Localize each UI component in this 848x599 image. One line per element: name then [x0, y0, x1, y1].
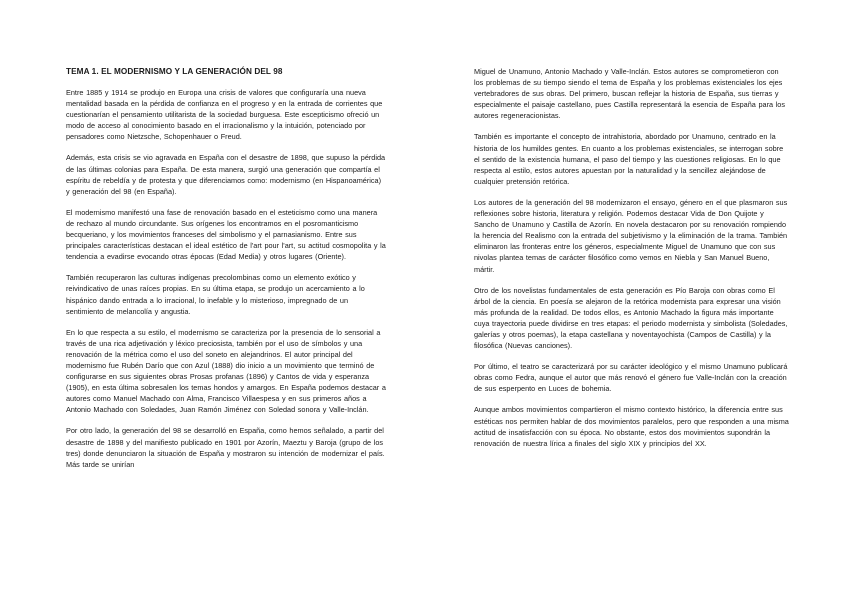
right-column — [474, 66, 789, 459]
paragraph: El modernismo manifestó una fase de renovación basado en el esteticismo como una manera de rechazo al mundo circundante. Sus orígenes los encontramos en el posromanticismo becqueriano, y los movimientos franceses del simbolismo y el parnasianismo. Entre sus principales características destacan el ideal estético de l'art pour l'art, su actitud cosmopolita y la tendencia a evadirse evocando otras épocas (Edad Media) y otros lugares (Oriente). — [66, 207, 386, 262]
paragraph: Por último, el teatro se caracterizará por su carácter ideológico y el mismo Unamuno publicará obras como Fedra, aunque el autor que más renovó el género fue Valle-Inclán con la creación de sus esperpento en Luces de bohemia. — [474, 362, 788, 394]
paragraph: En lo que respecta a su estilo, el modernismo se caracteriza por la presencia de lo sensorial a través de una rica adjetivación y léxico preciosista, también por el uso de símbolos y una renovación de la métrica como el uso del soneto en alejandrinos. El autor principal del modernismo fue Rubén Darío que con Azul (1888) dio inicio a un movimiento que terminó de configurarse en sus siguientes obras Prosas profanas (1896) y Cantos de vida y esperanza (1905), en esta última sobresalen los temas hondos y amargos. En España podemos destacar a autores como Manuel Machado con Alma, Francisco Villaespesa y en sus primeros años a Antonio Machado con Soledades, Juan Ramón Jiménez con Soledad sonora y Valle-Inclán. — [66, 327, 386, 415]
paragraph: Miguel de Unamuno, Antonio Machado y Valle-Inclán. Estos autores se comprometieron con los problemas de su tiempo siendo el tema de España y los problemas existenciales los ejes vertebradores de sus obras. Del primero, buscan reflejar la historia de España, sus tierras y especialmente el paisaje castellano, pues Castilla representará la esencia de España para los autores regeneracionistas. — [474, 67, 786, 121]
paragraph: Entre 1885 y 1914 se produjo en Europa una crisis de valores que configuraría una nueva mentalidad basada en la pérdida de confianza en el progreso y en la entrada de corrientes que cuestionarían el pensamiento utilitarista de la sociedad burguesa. Este escepticismo ofreció un modo de acceso al conocimiento basado en el irracionalismo y la intuición, potenciado por pensadores como Nietzsche, Schopenhauer o Freud. — [66, 88, 383, 142]
left-column — [66, 62, 386, 480]
paragraph: Los autores de la generación del 98 modernizaron el ensayo, género en el que plasmaron sus reflexiones sobre historia, literatura y religión. Podemos destacar Vida de Don Quijote y Sancho de Unamuno y Castilla de Azorín. En novela destacaron por su renovación rompiendo la herencia del Realismo con la entrada del subjetivismo y la eliminación de la trama. También eliminaron las fronteras entre los géneros, especialmente Miguel de Unamuno que con sus nivolas plantea temas de carácter filosófico como vemos en Niebla y San Manuel Bueno, mártir. — [474, 197, 788, 274]
paragraph: Aunque ambos movimientos compartieron el mismo contexto histórico, la diferencia entre sus estéticas nos permiten hablar de dos movimientos paralelos, pero que responden a una misma actitud de insatisfacción con su época. No obstante, estos dos movimientos supondrán la renovación de nuestra lírica a finales del siglo XIX y principios del XX. — [474, 405, 789, 448]
paragraph: Por otro lado, la generación del 98 se desarrolló en España, como hemos señalado, a partir del desastre de 1898 y del manifiesto publicado en 1901 por Azorín, Maeztu y Baroja (grupo de los tres) donde denunciaron la situación de España y mostraron su intención de modernizar el país. Más tarde se unirían — [66, 426, 385, 469]
paragraph: También es importante el concepto de intrahistoria, abordado por Unamuno, centrado en la historia de los humildes gentes. En cuanto a los problemas existenciales, se interrogan sobre el sentido de la existencia humana, el paso del tiempo y las cuestiones religiosas. En lo que respecta al estilo, estos autores apuestan por la naturalidad y la sencillez alejándose de cualquier pretensión retórica. — [474, 132, 784, 186]
paragraph: También recuperaron las culturas indígenas precolombinas como un elemento exótico y reivindicativo de unas raíces propias. En su última etapa, se produjo un acercamiento a lo hispánico dando entrada a lo irracional, lo inefable y lo misterioso, impregnado de un sentimiento de melancolía y angustia. — [66, 273, 365, 316]
document-title: TEMA 1. EL MODERNISMO Y LA GENERACIÓN DEL 98 — [66, 67, 283, 76]
paragraph: Además, esta crisis se vio agravada en España con el desastre de 1898, que supuso la pérdida de las últimas colonias para España. De esta manera, surgió una generación que compartía el espíritu de rebeldía y de protesta y que diferenciamos como: modernismo (en Hispanoamérica) y generación del 98 (en España). — [66, 153, 386, 196]
paragraph: Otro de los novelistas fundamentales de esta generación es Pío Baroja con obras como El árbol de la ciencia. En poesía se alejaron de la retórica modernista para expresar una visión más profunda de la realidad. De todos ellos, es Antonio Machado la figura más importante cuya trayectoria puede dividirse en tres etapas: el periodo modernista y simbolista (Soledades, galerías y otros poemas), la etapa castellana y noventayochista (Campos de Castilla) y la filosófica (Nuevas canciones). — [474, 285, 788, 351]
